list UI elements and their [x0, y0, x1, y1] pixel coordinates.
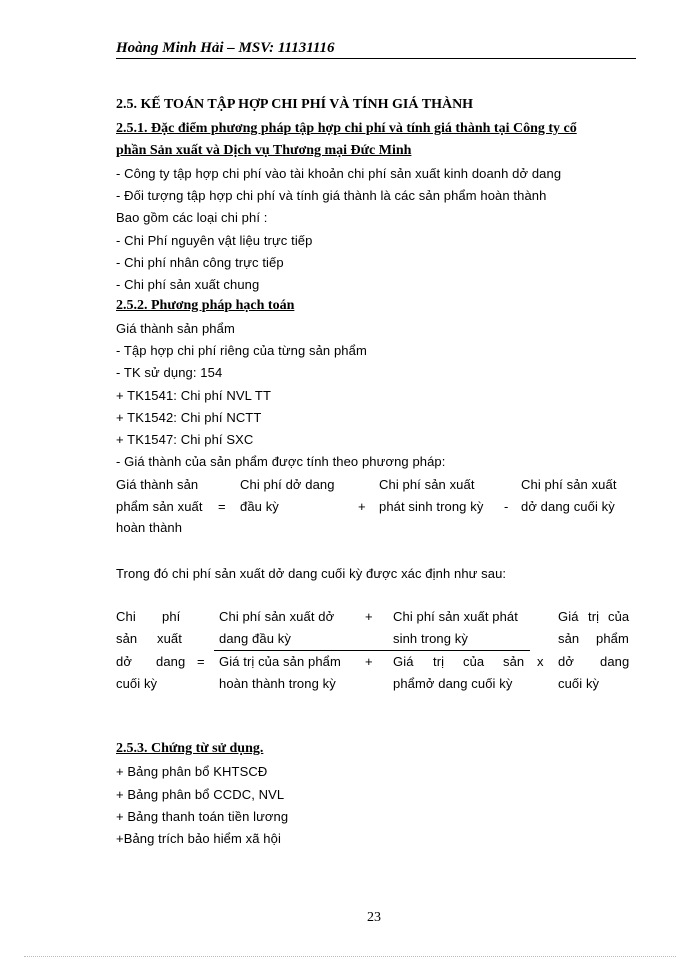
equals-sign: =: [218, 499, 226, 514]
text-line: - TK sử dụng: 154: [116, 365, 223, 380]
multiply-sign: x: [537, 654, 544, 669]
formula-term: dở dang cuối kỳ: [521, 499, 615, 514]
formula-term: dang: [600, 654, 630, 669]
page-header: Hoàng Minh Hải – MSV: 11131116: [116, 40, 335, 56]
formula-term: đầu kỳ: [240, 499, 279, 514]
formula-term: sản: [558, 631, 580, 646]
text-line: + TK1542: Chi phí NCTT: [116, 410, 262, 425]
text-line: + Bảng phân bổ KHTSCĐ: [116, 764, 268, 779]
text-line: + TK1541: Chi phí NVL TT: [116, 388, 271, 403]
formula-term: của: [608, 609, 630, 624]
formula-term: sản: [116, 631, 138, 646]
formula-term: hoàn thành: [116, 520, 183, 535]
text-line: +Bảng trích bảo hiểm xã hội: [116, 831, 281, 846]
plus-sign: +: [358, 499, 366, 514]
denominator-term: Giá: [393, 654, 414, 669]
formula-term: dở: [558, 654, 574, 669]
text-line: - Đối tượng tập hợp chi phí và tính giá thành là các sản phẩm hoàn thành: [116, 188, 547, 203]
numerator-term: Chi phí sản xuất phát: [393, 609, 518, 624]
section-title: 2.5. KẾ TOÁN TẬP HỢP CHI PHÍ VÀ TÍNH GIÁ THÀNH: [116, 97, 474, 112]
subsection-2-title: 2.5.2. Phương pháp hạch toán: [116, 298, 295, 313]
formula-term: Giá thành sản: [116, 477, 199, 492]
formula-term: xuất: [157, 631, 182, 646]
formula-intro: Trong đó chi phí sản xuất dở dang cuối kỳ được xác định như sau:: [116, 566, 507, 581]
subsection-3-title: 2.5.3. Chứng từ sử dụng.: [116, 741, 264, 756]
formula-term: cuối kỳ: [558, 676, 600, 691]
text-line: Giá thành sản phẩm: [116, 321, 235, 336]
denominator-term: trị: [433, 654, 445, 669]
equals-sign: =: [197, 654, 205, 669]
formula-term: Chi phí dở dang: [240, 477, 335, 492]
formula-term: dang: [156, 654, 186, 669]
text-line: + TK1547: Chi phí SXC: [116, 432, 254, 447]
formula-term: Chi phí sản xuất: [379, 477, 475, 492]
text-line: + Bảng phân bổ CCDC, NVL: [116, 787, 285, 802]
formula-term: Chi: [116, 609, 136, 624]
text-line: - Giá thành của sản phẩm được tính theo phương pháp:: [116, 454, 446, 469]
formula-term: phẩm: [596, 631, 629, 646]
text-line: - Công ty tập hợp chi phí vào tài khoản chi phí sản xuất kinh doanh dở dang: [116, 166, 562, 181]
denominator-term: phẩmở dang cuối kỳ: [393, 676, 513, 691]
subsection-1-title-line1: 2.5.1. Đặc điểm phương pháp tập hợp chi phí và tính giá thành tại Công ty cổ: [116, 121, 577, 136]
page-bottom-edge: [24, 956, 676, 957]
formula-term: phí: [162, 609, 181, 624]
text-line: - Chi phí sản xuất chung: [116, 277, 260, 292]
page-number: 23: [367, 910, 381, 925]
text-line: - Chi phí nhân công trực tiếp: [116, 255, 284, 270]
fraction-bar: [214, 650, 530, 651]
formula-term: cuối kỳ: [116, 676, 158, 691]
formula-term: Giá: [558, 609, 579, 624]
formula-term: phát sinh trong kỳ: [379, 499, 484, 514]
denominator-term: của: [463, 654, 485, 669]
minus-sign: -: [504, 499, 509, 514]
formula-term: trị: [588, 609, 600, 624]
formula-term: phẩm sản xuất: [116, 499, 203, 514]
text-line: + Bảng thanh toán tiền lương: [116, 809, 289, 824]
denominator-term: Giá trị của sản phẩm: [219, 654, 341, 669]
plus-sign: +: [365, 609, 373, 624]
text-line: - Tập hợp chi phí riêng của từng sản phẩm: [116, 343, 367, 358]
header-rule: [116, 58, 636, 59]
plus-sign: +: [365, 654, 373, 669]
denominator-term: hoàn thành trong kỳ: [219, 676, 336, 691]
text-line: - Chi Phí nguyên vật liệu trực tiếp: [116, 233, 313, 248]
formula-term: Chi phí sản xuất: [521, 477, 617, 492]
numerator-term: sinh trong kỳ: [393, 631, 469, 646]
subsection-1-title-line2: phần Sản xuất và Dịch vụ Thương mại Đức Minh: [116, 143, 412, 158]
numerator-term: Chi phí sản xuất dở: [219, 609, 335, 624]
formula-term: dở: [116, 654, 132, 669]
text-line: Bao gồm các loại chi phí :: [116, 210, 268, 225]
numerator-term: dang đầu kỳ: [219, 631, 291, 646]
denominator-term: sản: [503, 654, 525, 669]
